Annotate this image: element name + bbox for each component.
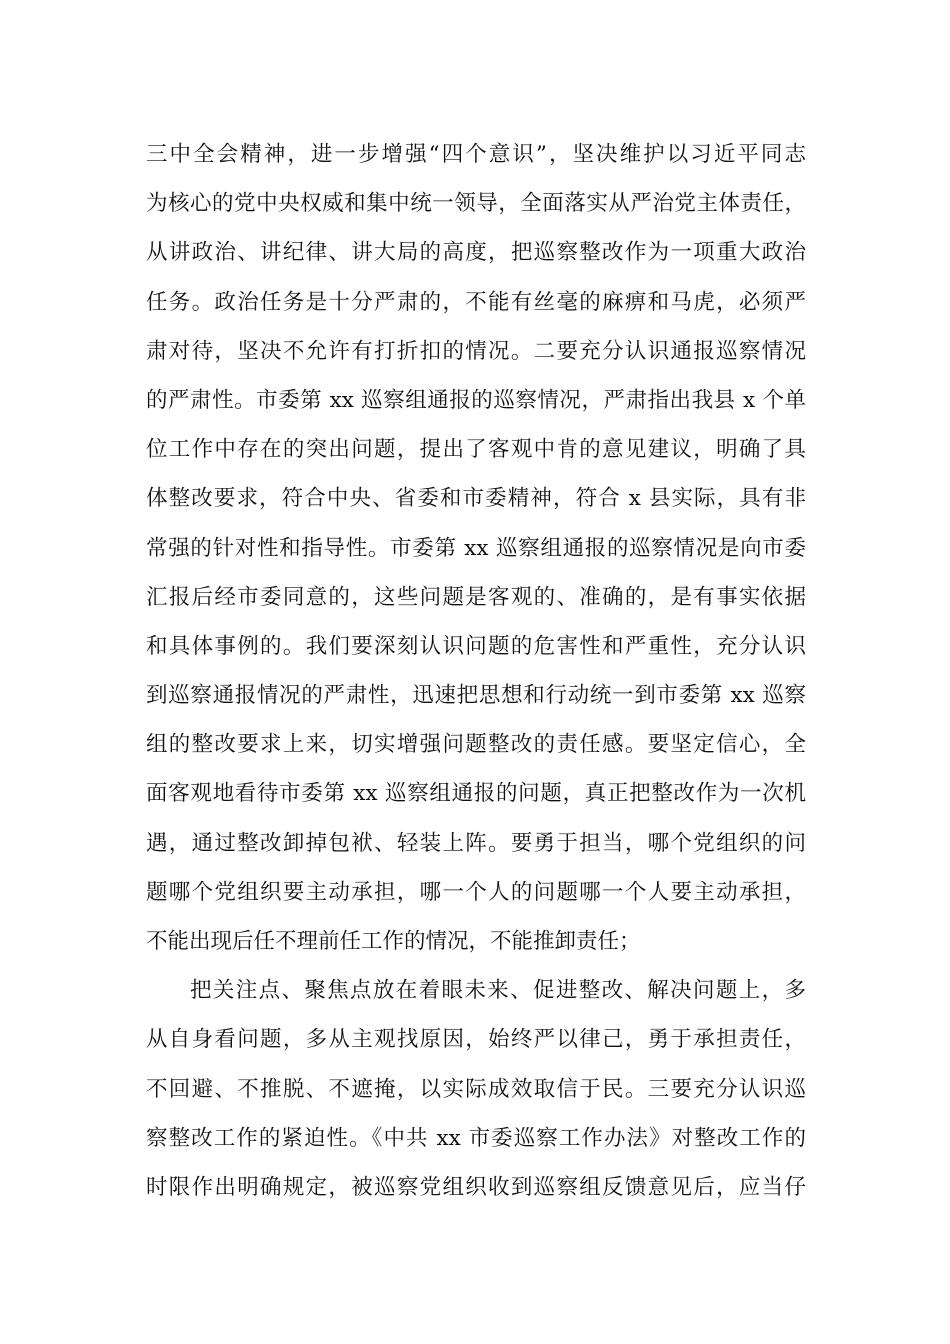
text-line: 汇报后经市委同意的，这些问题是客观的、准确的，是有事实依据 [146, 584, 806, 610]
text-line: 为核心的党中央权威和集中统一领导，全面落实从严治党主体责任， [146, 191, 806, 217]
text-line: 任务。政治任务是十分严肃的，不能有丝毫的麻痹和马虎，必须严 [146, 289, 806, 315]
text-line: 遇，通过整改卸掉包袱、轻装上阵。要勇于担当，哪个党组织的问 [146, 830, 806, 856]
text-line: 从自身看问题，多从主观找原因，始终严以律己，勇于承担责任， [146, 1027, 806, 1053]
text-line: 位工作中存在的突出问题，提出了客观中肯的意见建议，明确了具 [146, 437, 806, 463]
text-line: 和具体事例的。我们要深刻认识问题的危害性和严重性，充分认识 [146, 633, 806, 659]
text-line: 常强的针对性和指导性。市委第 xx 巡察组通报的巡察情况是向市委 [146, 535, 806, 561]
text-line: 时限作出明确规定，被巡察党组织收到巡察组反馈意见后，应当仔 [146, 1174, 806, 1200]
text-line: 察整改工作的紧迫性。《中共 xx 市委巡察工作办法》对整改工作的 [146, 1125, 806, 1151]
text-line: 的严肃性。市委第 xx 巡察组通报的巡察情况，严肃指出我县 x 个单 [146, 387, 806, 413]
text-line: 不能出现后任不理前任工作的情况，不能推卸责任； [146, 929, 641, 954]
text-line: 从讲政治、讲纪律、讲大局的高度，把巡察整改作为一项重大政治 [146, 240, 806, 266]
document-body [146, 130, 806, 1212]
text-line: 题哪个党组织要主动承担，哪一个人的问题哪一个人要主动承担， [146, 879, 806, 905]
text-line: 组的整改要求上来，切实增强问题整改的责任感。要坚定信心，全 [146, 732, 806, 758]
text-line: 把关注点、聚焦点放在着眼未来、促进整改、解决问题上，多 [190, 978, 806, 1004]
text-line: 面客观地看待市委第 xx 巡察组通报的问题，真正把整改作为一次机 [146, 781, 806, 807]
text-line: 肃对待，坚决不允许有打折扣的情况。二要充分认识通报巡察情况 [146, 338, 806, 364]
text-line: 体整改要求，符合中央、省委和市委精神，符合 x 县实际，具有非 [146, 486, 806, 512]
text-line: 到巡察通报情况的严肃性，迅速把思想和行动统一到市委第 xx 巡察 [146, 683, 806, 709]
text-line: 三中全会精神，进一步增强“四个意识”，坚决维护以习近平同志 [146, 142, 806, 167]
text-line: 不回避、不推脱、不遮掩，以实际成效取信于民。三要充分认识巡 [146, 1076, 806, 1102]
